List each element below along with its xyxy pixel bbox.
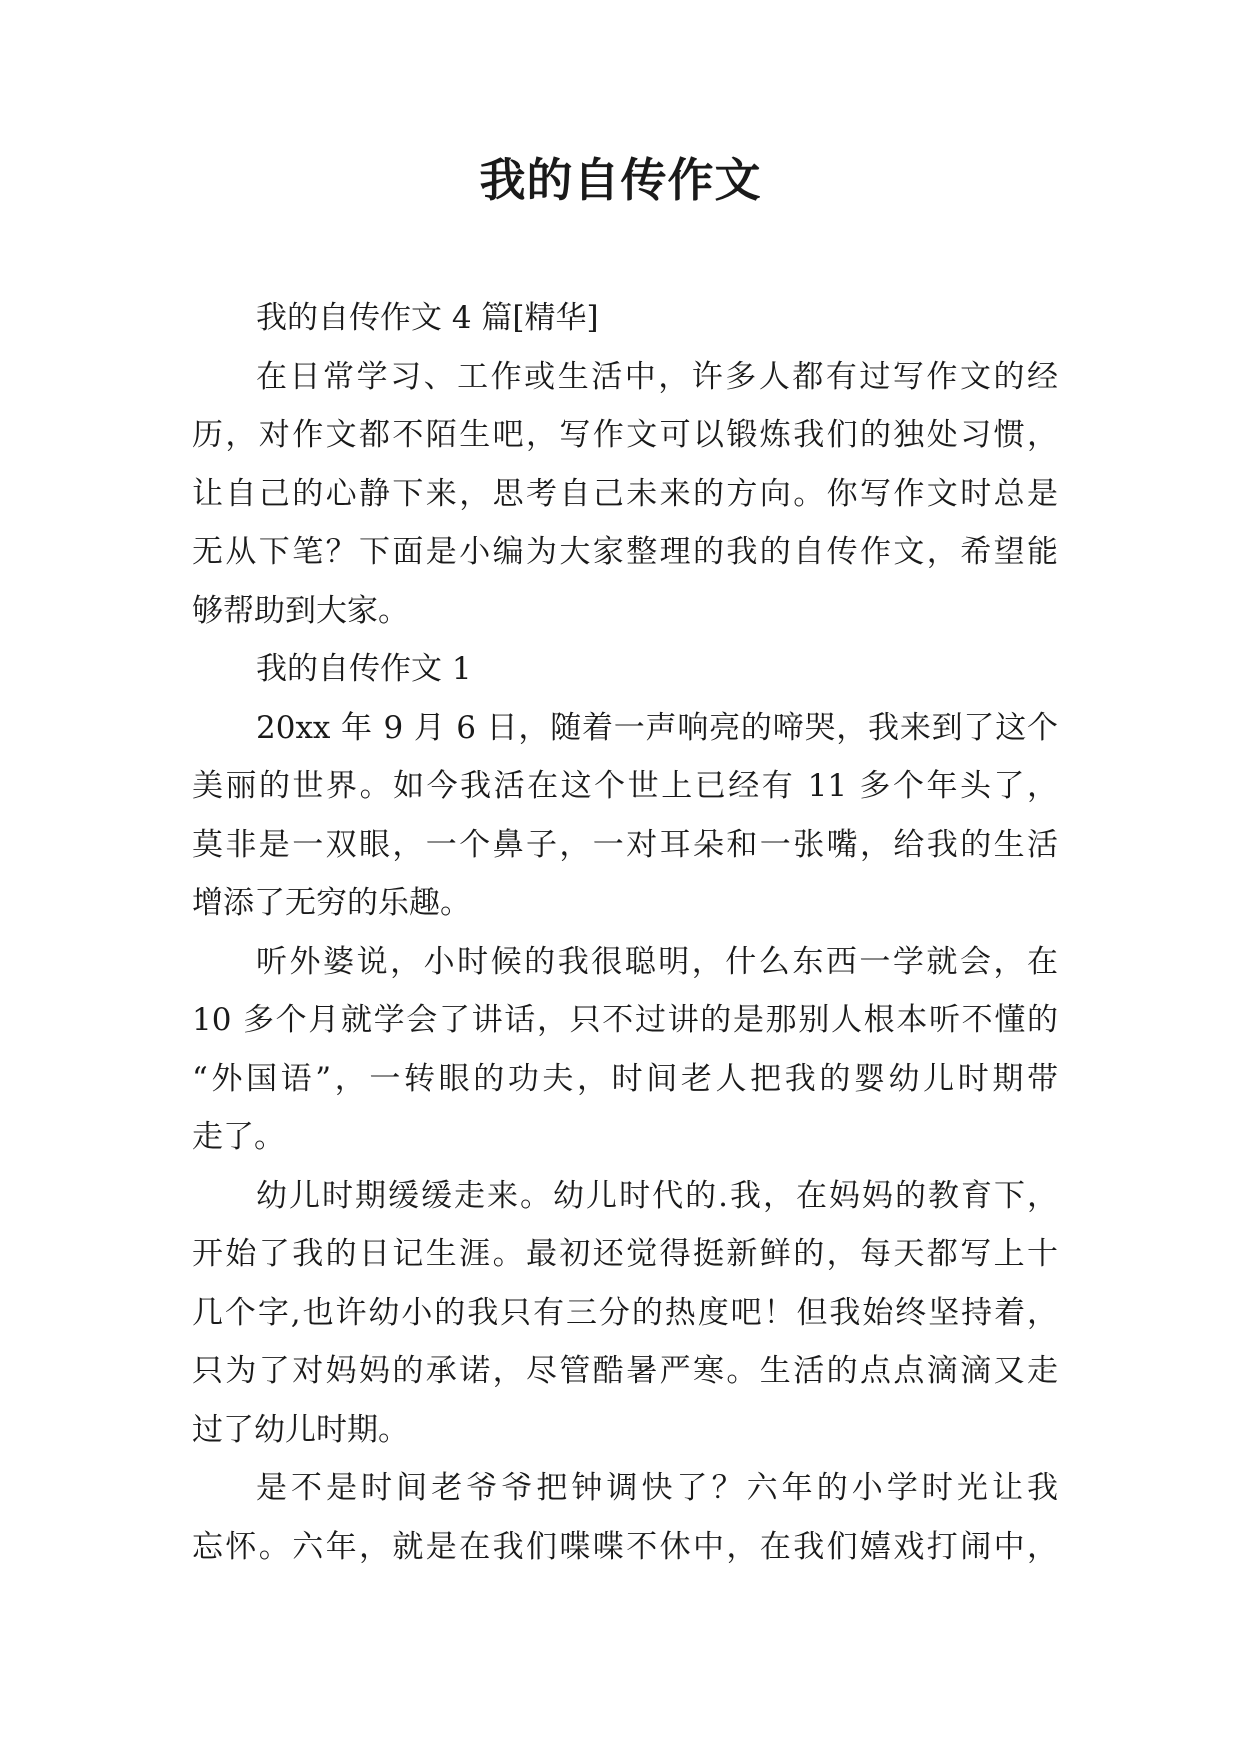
text-line: 忘怀。六年，就是在我们喋喋不休中，在我们嬉戏打闹中， — [192, 1528, 1058, 1565]
text-line: 美丽的世界。如今我活在这个世上已经有 11 多个年头了， — [192, 768, 1058, 804]
text-line: 让自己的心静下来，思考自己未来的方向。你写作文时总是 — [192, 475, 1058, 512]
text-line: “外国语”，一转眼的功夫，时间老人把我的婴幼儿时期带 — [192, 1060, 1058, 1097]
text-line: 听外婆说，小时候的我很聪明，什么东西一学就会，在 — [256, 943, 1058, 980]
text-line: 只为了对妈妈的承诺，尽管酷暑严寒。生活的点点滴滴又走 — [192, 1353, 1058, 1389]
text-line: 20xx 年 9 月 6 日，随着一声响亮的啼哭，我来到了这个 — [256, 709, 1058, 746]
text-line: 几个字,也许幼小的我只有三分的热度吧！但我始终坚持着， — [192, 1294, 1058, 1331]
document-title: 我的自传作文 — [479, 153, 762, 207]
text-line: 在日常学习、工作或生活中，许多人都有过写作文的经 — [256, 358, 1058, 395]
text-line: 增添了无穷的乐趣。 — [192, 885, 471, 921]
text-line: 幼儿时期缓缓走来。幼儿时代的.我，在妈妈的教育下， — [256, 1177, 1058, 1214]
text-line: 是不是时间老爷爷把钟调快了？六年的小学时光让我 — [256, 1470, 1058, 1506]
text-line: 我的自传作文 1 — [256, 651, 472, 687]
text-line: 开始了我的日记生涯。最初还觉得挺新鲜的，每天都写上十 — [192, 1236, 1058, 1272]
document-body — [192, 289, 1058, 1576]
text-line: 我的自传作文 4 篇[精华] — [256, 300, 599, 336]
text-line: 历，对作文都不陌生吧，写作文可以锻炼我们的独处习惯， — [192, 417, 1058, 453]
text-line: 走了。 — [192, 1119, 285, 1155]
text-line: 过了幼儿时期。 — [192, 1411, 409, 1448]
text-line: 够帮助到大家。 — [192, 592, 409, 629]
text-line: 10 多个月就学会了讲话，只不过讲的是那别人根本听不懂的 — [192, 1002, 1058, 1038]
text-line: 无从下笔？下面是小编为大家整理的我的自传作文，希望能 — [192, 534, 1058, 570]
text-line: 莫非是一双眼，一个鼻子，一对耳朵和一张嘴，给我的生活 — [192, 826, 1058, 863]
